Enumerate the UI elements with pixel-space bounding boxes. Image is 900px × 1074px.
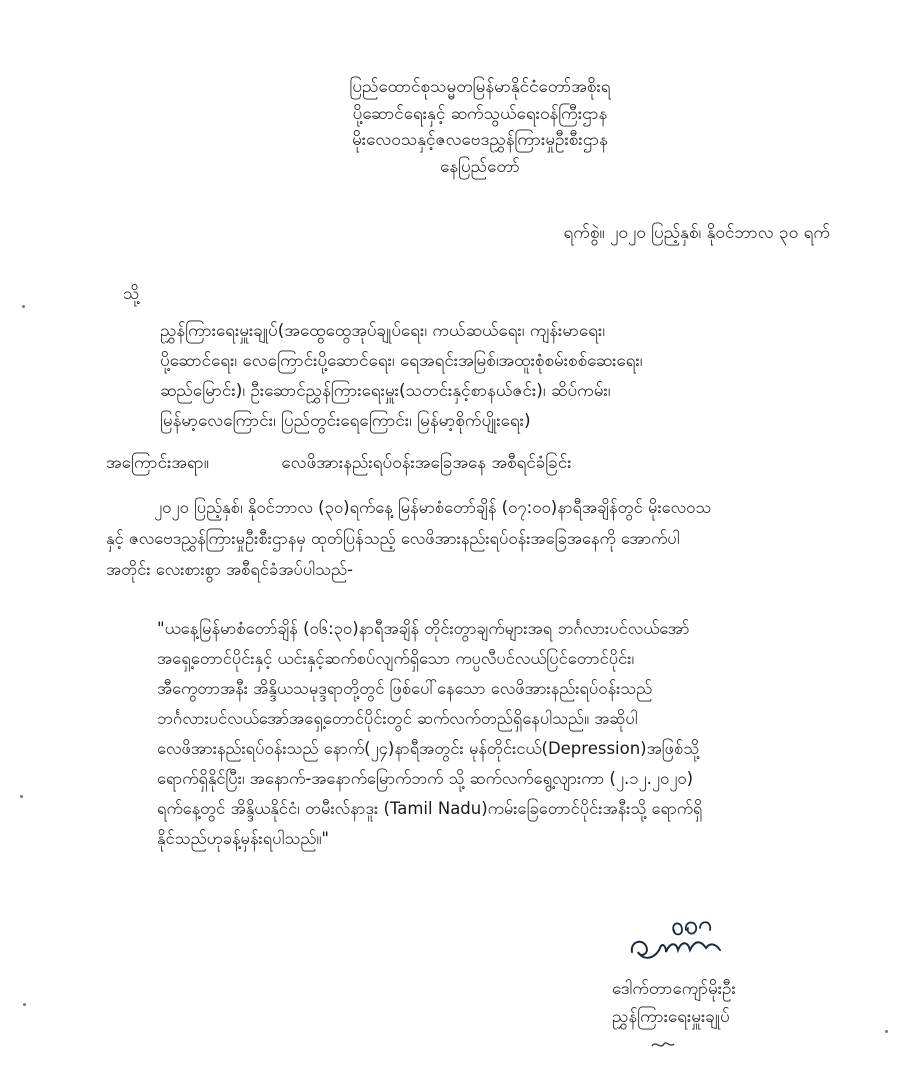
- to-label: သို့: [123, 284, 140, 304]
- subject-label: အကြောင်းအရာ။: [106, 453, 209, 473]
- quote-line: ရောက်ရှိနိုင်ပြီး၊ အနောက်-အနောက်မြောက်ဘက် သို့ ဆက်လက်ရွေ့လျားကာ (၂.၁၂.၂၀၂၀): [157, 769, 694, 788]
- recipient-line: ဆည်မြောင်း)၊ ဦးဆောင်ညွှန်ကြားရေးမှူး(သတင်းနှင့်စာနယ်ဇင်း)၊ ဆိပ်ကမ်း၊: [160, 381, 611, 401]
- recipient-line: ပို့ဆောင်ရေး၊ လေကြောင်းပို့ဆောင်ရေး၊ ရေအရင်းအမြစ်၊အထူးစုံစမ်းစစ်ဆေးရေး၊: [160, 351, 643, 371]
- signer-name: ဒေါက်တာကျော်မိုးဦး: [612, 979, 736, 999]
- quote-line: အရှေ့တောင်ပိုင်းနှင့် ယင်းနှင့်ဆက်စပ်လျက်ရှိသော ကပ္ပလီပင်လယ်ပြင်တောင်ပိုင်း၊: [157, 649, 635, 668]
- subject-line: [106, 452, 572, 477]
- quoted-forecast: [157, 614, 877, 854]
- recipient-line: ညွှန်ကြားရေးမှူးချုပ်(အထွေထွေအုပ်ချုပ်ရေး၊ ကယ်ဆယ်ရေး၊ ကျန်းမာရေး၊: [160, 321, 606, 341]
- letterhead-line: ပြည်ထောင်စုသမ္မတမြန်မာနိုင်ငံတော်အစိုးရ: [349, 77, 611, 97]
- paper-speck: [20, 795, 23, 798]
- paper-speck: [885, 1030, 888, 1033]
- quote-line: လေဖိအားနည်းရပ်ဝန်းသည် နောက်(၂၄)နာရီအတွင်း မုန်တိုင်းငယ်(Depression)အဖြစ်သို့: [157, 739, 700, 758]
- paper-speck: [22, 305, 25, 308]
- signer-title: ညွှန်ကြားရေးမှူးချုပ်: [612, 1007, 730, 1027]
- paper-speck: [23, 1003, 26, 1006]
- quote-line: "ယနေ့မြန်မာစံတော်ချိန် (၀၆:၃၀)နာရီအချိန် တိုင်းတွာချက်များအရ ဘင်္ဂလားပင်လယ်အော်: [157, 619, 690, 638]
- quote-line: ရက်နေ့တွင် အိန္ဒိယနိုင်ငံ၊ တမီးလ်နာဒူး (Tamil Nadu)ကမ်းခြေတောင်ပိုင်းအနီးသို့ ရောက်ရှိ: [157, 799, 703, 818]
- handwritten-signature: [626, 912, 726, 974]
- body-line: ၂၀၂၀ ပြည့်နှစ်၊ နိုဝင်ဘာလ (၃၀)ရက်နေ့ မြန်မာစံတော်ချိန် (၀၇:၀၀)နာရီအချိန်တွင် မိုးလေဝသ: [154, 498, 712, 517]
- letterhead-line: မိုးလေဝသနှင့်ဇလဗေဒညွှန်ကြားမှုဦးစီးဌာန: [352, 130, 608, 150]
- initials-mark: [650, 1038, 680, 1052]
- letter-date: ရက်စွဲ။ ၂၀၂၀ ပြည့်နှစ်၊ နိုဝင်ဘာလ ၃၀ ရက်: [563, 223, 830, 243]
- body-line: အတိုင်း လေးစားစွာ အစီရင်ခံအပ်ပါသည်-: [106, 560, 353, 579]
- recipient-line: မြန်မာ့လေကြောင်း၊ ပြည်တွင်းရေကြောင်း၊ မြန်မာ့စိုက်ပျိုးရေး): [160, 411, 531, 431]
- letterhead-line: ပို့ဆောင်ရေးနှင့် ဆက်သွယ်ရေးဝန်ကြီးဌာန: [352, 103, 608, 124]
- quote-line: ဘင်္ဂလားပင်လယ်အော်အရှေ့တောင်ပိုင်းတွင် ဆက်လက်တည်ရှိနေပါသည်။ အဆိုပါ: [157, 709, 638, 728]
- quote-line: အီကွေတာအနီး အိန္ဒိယသမုဒ္ဒရာတို့တွင် ဖြစ်ပေါ်နေသော လေဖိအားနည်းရပ်ဝန်းသည်: [157, 679, 653, 698]
- signer-block: [612, 975, 736, 1031]
- body-line: နှင့် ဇလဗေဒညွှန်ကြားမှုဦးစီးဌာနမှ ထုတ်ပြန်သည့် လေဖိအားနည်းရပ်ဝန်းအခြေအနေကို အောက်ပါ: [106, 529, 680, 548]
- recipient-list: [160, 316, 860, 436]
- quote-line: နိုင်သည်ဟုခန့်မှန်းရပါသည်။": [157, 829, 329, 848]
- body-paragraph: [106, 492, 866, 585]
- letterhead: [270, 74, 690, 180]
- subject-text: လေဖိအားနည်းရပ်ဝန်းအခြေအနေ အစီရင်ခံခြင်း: [281, 453, 572, 473]
- letterhead-line: နေပြည်တော်: [440, 156, 520, 177]
